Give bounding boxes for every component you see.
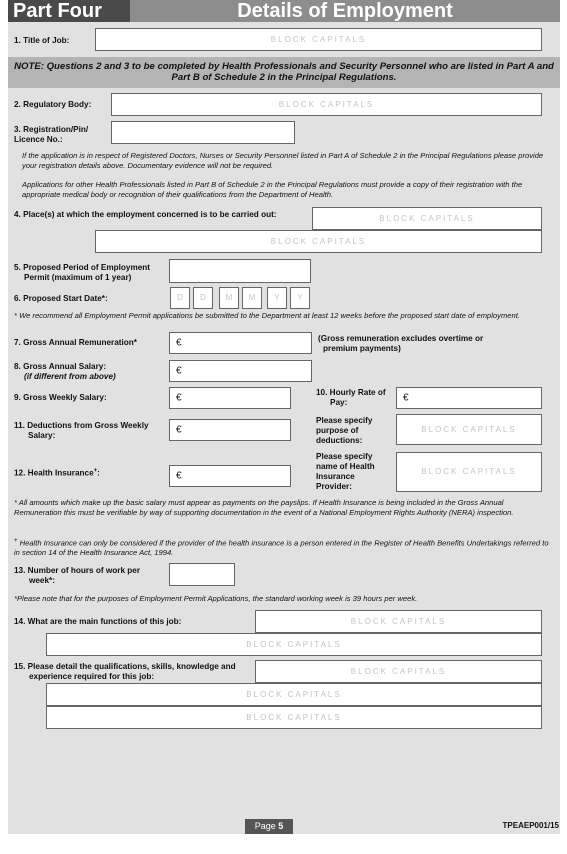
qualifications-field-1[interactable]: [255, 660, 542, 683]
health-insurance-field[interactable]: [169, 465, 291, 487]
field-placeholder: BLOCK CAPITALS: [350, 666, 447, 676]
deductions-field[interactable]: [169, 419, 291, 441]
start-date-label: 6. Proposed Start Date*:: [14, 294, 108, 303]
euro-symbol: €: [176, 337, 182, 349]
start-date-month-1[interactable]: M: [219, 287, 239, 309]
part-heading: Part Four: [8, 0, 130, 22]
gross-annual-remuneration-label: 7. Gross Annual Remuneration*: [14, 338, 137, 347]
title-of-job-label: 1. Title of Job:: [14, 36, 70, 45]
hours-of-work-label: 13. Number of hours of work per week*:: [14, 566, 141, 585]
qualifications-label: 15. Please detail the qualifications, skills, knowledge and experience required for this job:: [14, 662, 236, 681]
place-of-employment-field-2[interactable]: [95, 230, 542, 253]
hourly-rate-label: 10. Hourly Rate of Pay:: [316, 388, 386, 407]
main-functions-label: 14. What are the main functions of this job:: [14, 617, 182, 626]
place-of-employment-label: 4. Place(s) at which the employment concerned is to be carried out:: [14, 210, 277, 219]
qualifications-field-2[interactable]: [46, 683, 542, 706]
deductions-label: 11. Deductions from Gross Weekly Salary:: [14, 421, 149, 440]
gross-annual-remuneration-field[interactable]: [169, 332, 312, 354]
qualifications-field-3[interactable]: [46, 706, 542, 729]
section-title: Details of Employment: [237, 0, 453, 22]
field-placeholder: BLOCK CAPITALS: [246, 689, 342, 699]
field-placeholder: BLOCK CAPITALS: [379, 213, 475, 223]
health-insurance-label: 12. Health Insurance+:: [14, 468, 100, 478]
note-health-professionals: Applications for other Health Professionals listed in Part B of Schedule 2 in the Principal Regulations must provide a copy of their registration with the appropriate medical body or recognition of their qualifications from the Department of Health.: [22, 180, 523, 199]
gross-weekly-salary-label: 9. Gross Weekly Salary:: [14, 393, 107, 402]
field-placeholder: BLOCK CAPITALS: [350, 616, 447, 626]
field-placeholder: BLOCK CAPITALS: [270, 34, 367, 44]
start-date-day-2[interactable]: D: [193, 287, 213, 309]
gross-annual-salary-label: 8. Gross Annual Salary: (if different from above): [14, 362, 116, 381]
main-functions-field-1[interactable]: [255, 610, 542, 633]
deductions-purpose-field[interactable]: [396, 414, 542, 445]
field-placeholder: BLOCK CAPITALS: [246, 712, 342, 722]
start-date-month-2[interactable]: M: [242, 287, 262, 309]
euro-symbol: €: [176, 470, 182, 482]
field-placeholder: BLOCK CAPITALS: [246, 639, 342, 649]
place-of-employment-field-1[interactable]: [312, 207, 542, 230]
hourly-rate-field[interactable]: [396, 387, 542, 409]
gross-annual-salary-field[interactable]: [169, 360, 312, 382]
registration-label: 3. Registration/Pin/ Licence No.:: [14, 125, 89, 144]
start-date-day-1[interactable]: D: [170, 287, 190, 309]
proposed-period-label: 5. Proposed Period of Employment Permit (maximum of 1 year): [14, 263, 151, 282]
form-code: TPEAEP001/15: [502, 821, 559, 830]
health-insurance-provider-field[interactable]: [396, 452, 542, 492]
euro-symbol: €: [176, 365, 182, 377]
field-placeholder: BLOCK CAPITALS: [421, 424, 517, 434]
hours-of-work-field[interactable]: [169, 563, 235, 586]
start-date-year-2[interactable]: Y: [290, 287, 310, 309]
remuneration-note: (Gross remuneration excludes overtime or premium payments): [318, 334, 484, 353]
regulatory-body-field[interactable]: [111, 93, 542, 116]
note-banner: NOTE: Questions 2 and 3 to be completed by Health Professionals and Security Personnel who are listed in Part A and Part B of Schedule 2 in the Principal Regulations.: [8, 57, 560, 88]
note-health-insurance: + Health Insurance can only be considered if the provider of the health insurance is a person entered in the Register of Health Benefits Undertakings referred to in section 14 of the Health Insurance Act, 1994.: [14, 538, 549, 558]
regulatory-body-label: 2. Regulatory Body:: [14, 100, 92, 109]
note-submission-weeks: * We recommend all Employment Permit applications be submitted to the Department at least 12 weeks before the proposed start date of employment.: [14, 311, 520, 320]
note-doctors: If the application is in respect of Registered Doctors, Nurses or Security Personnel listed in Part A of Schedule 2 in the Principal Regulations please provide your registration details above. Documentary evidence will not be required.: [22, 151, 544, 170]
deductions-purpose-label: Please specify purpose of deductions:: [316, 416, 373, 445]
euro-symbol: €: [403, 392, 409, 404]
note-amounts: * All amounts which make up the basic salary must appear as payments on the payslips. If Health Insurance is being included in the Gross Annual Remuneration this must be verifiable by way of supporting documentation in the event of a National Employment Rights Authority (NERA) inspection.: [14, 498, 514, 517]
euro-symbol: €: [176, 424, 182, 436]
euro-symbol: €: [176, 392, 182, 404]
note-standard-week: *Please note that for the purposes of Employment Permit Applications, the standard working week is 39 hours per week.: [14, 594, 418, 603]
health-insurance-provider-label: Please specify name of Health Insurance Provider:: [316, 452, 375, 491]
main-functions-field-2[interactable]: [46, 633, 542, 656]
title-of-job-field[interactable]: [95, 28, 542, 51]
page-number: Page 5: [245, 819, 293, 834]
registration-field[interactable]: [111, 121, 295, 144]
proposed-period-field[interactable]: [169, 259, 311, 283]
field-placeholder: BLOCK CAPITALS: [270, 236, 367, 246]
start-date-year-1[interactable]: Y: [267, 287, 287, 309]
gross-weekly-salary-field[interactable]: [169, 387, 291, 409]
field-placeholder: BLOCK CAPITALS: [278, 99, 375, 109]
field-placeholder: BLOCK CAPITALS: [421, 467, 517, 476]
